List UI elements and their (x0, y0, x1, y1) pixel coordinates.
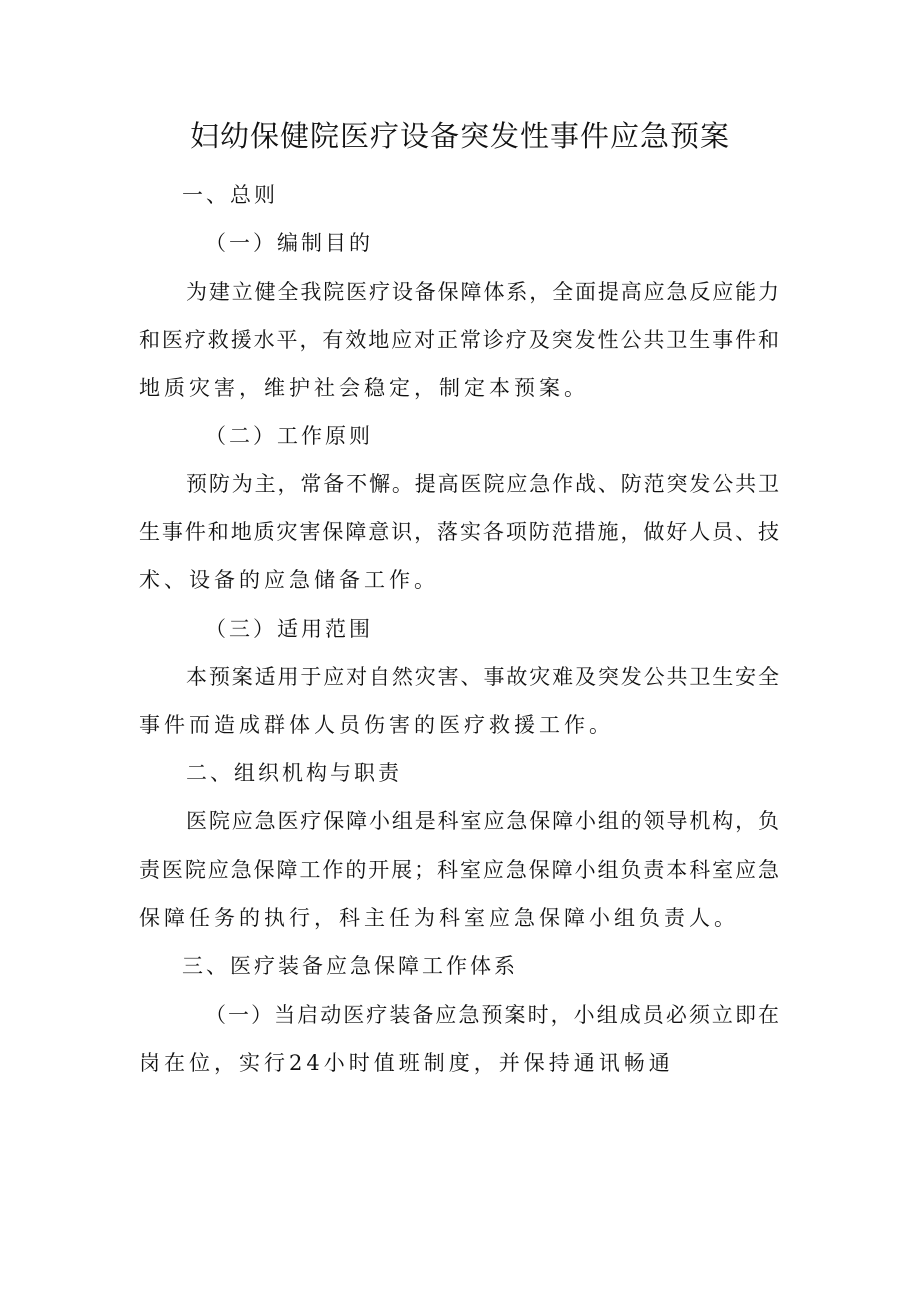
paragraph-line: 保障任务的执行，科主任为科室应急保障小组负责人。 (139, 906, 739, 930)
section-heading-organization: 二、组织机构与职责 (186, 761, 402, 785)
paragraph-line: 生事件和地质灾害保障意识，落实各项防范措施，做好人员、技 (139, 520, 779, 544)
paragraph-line: 岗在位，实行24小时值班制度，并保持通讯畅通 (139, 1051, 674, 1075)
section-heading-general: 一、总则 (182, 183, 278, 207)
paragraph-line: 本预案适用于应对自然灾害、事故灾难及突发公共卫生安全 (186, 665, 779, 689)
subsection-heading-purpose: （一）编制目的 (205, 231, 373, 255)
paragraph-line: 地质灾害，维护社会稳定，制定本预案。 (139, 376, 589, 400)
paragraph-line: 预防为主，常备不懈。提高医院应急作战、防范突发公共卫 (186, 472, 779, 496)
paragraph-line: 事件而造成群体人员伤害的医疗救援工作。 (139, 713, 614, 737)
subsection-heading-scope: （三）适用范围 (205, 617, 373, 641)
paragraph-line: 术、设备的应急储备工作。 (139, 568, 439, 592)
paragraph-line: 和医疗救援水平，有效地应对正常诊疗及突发性公共卫生事件和 (139, 328, 779, 352)
section-heading-system: 三、医疗装备应急保障工作体系 (182, 954, 518, 978)
paragraph-line: 责医院应急保障工作的开展；科室应急保障小组负责本科室应急 (139, 858, 779, 882)
subsection-heading-principles: （二）工作原则 (205, 424, 373, 448)
paragraph-line: 医院应急医疗保障小组是科室应急保障小组的领导机构，负 (186, 809, 779, 833)
document-title: 妇幼保健院医疗设备突发性事件应急预案 (189, 119, 730, 153)
paragraph-line: （一）当启动医疗装备应急预案时，小组成员必须立即在 (205, 1003, 779, 1027)
paragraph-line: 为建立健全我院医疗设备保障体系，全面提高应急反应能力 (186, 280, 779, 304)
